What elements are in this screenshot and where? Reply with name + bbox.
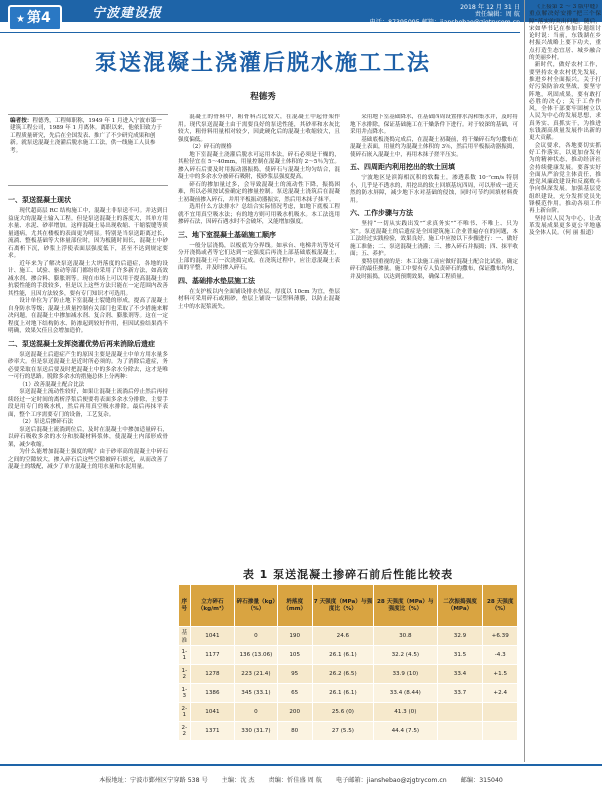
- table-cell: 345 (33.1): [235, 684, 278, 703]
- table-cell: 33.7: [437, 684, 483, 703]
- table-cell: +1.5: [483, 665, 518, 684]
- header-divider: [0, 32, 520, 33]
- section-heading: 三、地下室混凝土基础施工顺序: [178, 230, 276, 239]
- table-cell: 2-1: [179, 703, 191, 722]
- table-cell: 190: [277, 627, 312, 646]
- paragraph: 地下室混凝土浇灌后脱水可运用本法，碎石必须是干燥的，其粒径宜在 5～40mm，用量控制在混凝土体积的 2～5％为宜。掺入碎石后要及时用振动器振捣，使碎石与混凝土均匀结合，混凝土中的多余水分被碎石吸附，使砂浆层强度提高。: [178, 151, 340, 180]
- table-header-cell: 二次振捣强度（MPa）: [437, 585, 483, 627]
- table-cell: 136 (13.06): [235, 646, 278, 665]
- paragraph: 采用地下室基础降水，在基础四周设置排水沟和集水井，及时将地下水排除，保证基础施工在干燥条件下进行。对于较深的基础，可采用井点降水。: [350, 114, 518, 135]
- table-cell: 105: [277, 646, 312, 665]
- section-heading: 四、基础排水垫层施工法: [178, 276, 255, 285]
- table-cell: 31.5: [437, 646, 483, 665]
- table-cell: 33.4 (8.44): [374, 684, 438, 703]
- editor-line: 责任编辑：周 航: [474, 11, 520, 19]
- paragraph: （1）改善混凝土配合比法: [19, 381, 85, 388]
- table-cell: 1386: [190, 684, 234, 703]
- header-info: [290, 4, 520, 26]
- page-label: 第4版: [16, 10, 51, 50]
- table-cell: 200: [277, 703, 312, 722]
- comparison-table-block: [178, 566, 518, 762]
- table-cell: [483, 722, 518, 741]
- paragraph: 新时代，做好农村工作，要坚持农业农村优先发展，推进乡村全面振兴。关于打好污染防治攻坚战，要坚守阵地，巩固成果，要有敢打必胜的决心；关于工作作风，全体干部要牢固树立以人民为中心的发展思想，求真务实、真抓实干，为推进东钱湖高质量发展作出新的更大贡献。: [529, 62, 601, 142]
- section-heading: 二、泵送混凝土发挥浇灌优势后再来消除后遗症: [8, 339, 155, 348]
- table-header-row: [179, 585, 518, 627]
- date-line: 2018 年 12 月 31 日: [460, 4, 520, 11]
- table-header-cell: 立方碎石（kg/m³）: [190, 585, 234, 627]
- table-cell: 95: [277, 665, 312, 684]
- star-icon: ★: [16, 14, 25, 25]
- editor-note: [8, 114, 168, 186]
- table-cell: 80: [277, 722, 312, 741]
- table-cell: 1-2: [179, 665, 191, 684]
- table-cell: 65: [277, 684, 312, 703]
- paragraph: 泵送混凝土流动性较好，如果让混凝土流淌后停止然后再持续经过一定时间的离析浮浆后便要将表面多余水分排除，主要手段是用专门的吸水机，然后再用真空吸水排除。最后再抹平表面，整个工序需要专门的设备，工艺复杂。: [8, 389, 168, 418]
- table-header-cell: 7 天强度（MPa）与强度比（%）: [312, 585, 373, 627]
- table-row: [179, 665, 518, 684]
- column-3: [350, 114, 518, 562]
- paragraph: （2）泵送后掺碎石法: [19, 419, 74, 425]
- table-cell: 26.2 (6.5): [312, 665, 373, 684]
- table-cell: 32.9: [437, 627, 483, 646]
- section-heading: 一、泵送混凝土现状: [8, 196, 71, 204]
- paragraph: 会议要求，各地要切实抓好工作落实，以更加奋发有为的精神状态，推动经济社会持续健康发展。要落实好全面从严治党主体责任，推进党风廉政建设和反腐败斗争向纵深发展。加强基层党组织建设，充分发挥党员先锋模范作用。推动各项工作再上新台阶。: [529, 142, 601, 215]
- table-cell: -4.3: [483, 646, 518, 665]
- table-cell: 0: [235, 627, 278, 646]
- table-cell: 44.4 (7.5): [374, 722, 438, 741]
- table-cell: 1371: [190, 722, 234, 741]
- paragraph: 要特别重视的是：本工法施工前应做好混凝土配合比试验，确定碎石的最佳掺量。施工中要有专人负责碎石的撒布，保证撒布均匀，并及时振捣，以达到预期效果，确保工程质量。: [350, 258, 518, 280]
- table-cell: 26.1 (6.1): [312, 646, 373, 665]
- paragraph: 混凝土的骨料中，粗骨料占比较大，在混凝土中起骨架作用。现代泵送混凝土由于需要良好的泵送性能，其砂率和水灰比较大，粗骨料用量相对较少，因此硬化后的混凝土收缩较大，且强度偏低。: [178, 114, 340, 143]
- section-heading: 六、工作步骤与方法: [350, 209, 413, 217]
- table-cell: [437, 722, 483, 741]
- table-cell: 1177: [190, 646, 234, 665]
- table-cell: 26.1 (6.1): [312, 684, 373, 703]
- table-header-cell: 碎石掺量（kg）（%）: [235, 585, 278, 627]
- article-title: 泵送混凝土浇灌后脱水施工工法: [94, 51, 431, 76]
- page-number-tab: [8, 5, 62, 50]
- table-row: [179, 703, 518, 722]
- page-header: [0, 0, 602, 50]
- footer-postcode: 邮编：315040: [460, 777, 503, 784]
- table-cell: 25.6 (0): [312, 703, 373, 722]
- masthead: 宁波建设报: [92, 6, 163, 21]
- table-title: 表 1 泵送混凝土掺碎石前后性能比较表: [242, 568, 454, 581]
- paragraph: 坚持以人民为中心，让改革发展成果更多更公平地惠及全体人民。（何 丽 报道）: [529, 215, 601, 237]
- paragraph: 泵送后混凝土流淌到位后，及时在混凝土中掺加适量碎石，以碎石吸收多余的水分和胶凝材料浆体，使混凝土内部形成骨架，减少收缩。: [8, 426, 168, 448]
- table-cell: 1041: [190, 627, 234, 646]
- table-row: [179, 684, 518, 703]
- paragraph: 现代超高层 RC 结构施工中，混凝土非泵送不可。并达到日益庞大的混凝土输入工程。但是泵送混凝土的落度大，其单方用水量、水泥、砂率增加。这样混凝土易出现收缩、干缩裂缝等质量通病，尤其在楼板的表面更为明显。特别是当泵送距离过长，流淌、整板基础等大体量部位时，因为板随时间长，混凝土中砂石离析下沉，砂浆上浮使表面层强度低下，甚至不达到规定要求。: [8, 208, 168, 259]
- table-cell: 330 (31.7): [235, 722, 278, 741]
- table-cell: 1-3: [179, 684, 191, 703]
- table-cell: 33.9 (10): [374, 665, 438, 684]
- table-cell: 2-2: [179, 722, 191, 741]
- editor-note-label: 编者按：: [10, 118, 33, 124]
- table-cell: 24.6: [312, 627, 373, 646]
- phone-line: 电话：87395095 邮箱：jianshebao@zjgtrycom.cn: [369, 18, 520, 26]
- footer-email: 电子邮箱：jianshebao@zjgtrycom.cn: [335, 777, 447, 784]
- editor-note-text: 程德秀，工程师职称，1949 年 1 月进入宁波市第一建筑工程公司，1989 年 1 月离休。离职以来，他依旧致力于工程质量研究，先后在全国发表、推广了不少研究成果和创新。就泵送混凝土浇灌后脱水施工工法，供一线施工人员参考。: [10, 118, 162, 154]
- paragraph: 基础底板浇捣完成后，在混凝土初凝前，将干燥碎石均匀撒布在混凝土表面，用量约为混凝土体积的 3％，然后用平板振动器振捣，使碎石嵌入混凝土中，再用木抹子搓平压实。: [350, 136, 518, 158]
- paragraph: 宁波地区是滨海相沉积的软黏土，渗透系数 10⁻⁷cm/s 特别小，几乎是不透水的，用挖出的软土回填基坑四周，可以形成一道天然的防水屏障，减少地下水对基础的侵蚀，同时可节约回填材料费用。: [350, 175, 518, 204]
- table-header-cell: 28 天强度（%）: [483, 585, 518, 627]
- table-cell: 33.4: [437, 665, 483, 684]
- paragraph: 碎石的掺加量过多，会导致混凝土的流动性下降，振捣困难，所以必须按试验确定的掺量控制。泵送混凝土浇筑后在混凝土初凝前掺入碎石，并用平板振动器振实，然后用木抹子抹平。: [178, 181, 340, 203]
- article: [8, 34, 518, 762]
- table-cell: [483, 703, 518, 722]
- article-author: 程德秀: [250, 92, 276, 102]
- comparison-table: [178, 584, 518, 741]
- paragraph: 为什么能增加混凝土强度的呢？由于砂率高的混凝土中碎石之间的空隙较大，掺入碎石后这些空隙被碎石填充，从而改善了混凝土的级配，减少了单方混凝土的用水量和水泥用量。: [8, 449, 168, 470]
- footer-address: 本报地址：宁波市鄞州区宁穿路 538 号: [99, 777, 208, 784]
- table-cell: 30.8: [374, 627, 438, 646]
- table-header-cell: 坍落度（mm）: [277, 585, 312, 627]
- table-cell: 1278: [190, 665, 234, 684]
- table-header-cell: 序号: [179, 585, 191, 627]
- paragraph: 近年来为了解决泵送混凝土大坍落度的后遗症，各地的设计、施工、试验、驱动等部门都纷纷采用了许多新方法，如高效减水剂、掺合料、膨胀剂等。现在市场上可以用于提高混凝土的抗裂性能的手段较多，但是以上这些方法只能在一定范围内改善其性能，且因方法较多，要有专门知识才可选用。: [8, 260, 168, 297]
- table-cell: 41.3 (0): [374, 703, 438, 722]
- paragraph: 选用什么方法排水？总结合实际情况考虑，如地下底板工程就不宜用真空吸水法；有的地方则可用吸水机吸水。本工法选用掺碎石法，因碎石遇水时不会破坏，又能增加强度。: [178, 204, 340, 225]
- paragraph: 设计单位为了防止地下室混凝土裂缝的形成，提高了混凝土自身防水等级；混凝土质量控制有关部门也采取了不少措施来解决问题，在混凝土中掺加减水剂、复合剂、膨胀剂等。这在一定程度上对地下结构防水、防渗起到较好作用，但因试验结果尚不明确，效果欠佳且会增加造价。: [8, 298, 168, 334]
- table-cell: 基准: [179, 627, 191, 646]
- table-cell: 27 (5.5): [312, 722, 373, 741]
- page-footer: [0, 764, 602, 800]
- table-cell: [437, 703, 483, 722]
- paragraph: 坚持“一切从实践出发”“求真务实”“不唯书、不唯上、只为实”。泵送混凝土的后遗症是全国建筑施工企业普遍存在的问题，本工法经过实践检验，效果良好。施工中应按以下步骤进行：一、做好施工准备；二、泵送混凝土浇灌；三、掺入碎石并振捣；四、抹平收面；五、养护。: [350, 221, 518, 257]
- section-heading: 五、四周距内利用挖出的软土回填: [350, 163, 455, 171]
- sidebar-column: [524, 0, 602, 762]
- table-cell: 223 (21.4): [235, 665, 278, 684]
- table-cell: 32.2 (4.5): [374, 646, 438, 665]
- footer-reviewer: 责编：忻佳盛 周 航: [268, 777, 322, 784]
- paragraph: 在支护板以内全面铺设排水垫层，厚度以 10cm 为宜，垫层材料可采用碎石或粗砂，垫层上铺设一层塑料薄膜，以防止混凝土中的水泥浆流失。: [178, 288, 340, 310]
- paragraph: （2）碎石的规格: [189, 144, 232, 150]
- table-row: [179, 722, 518, 741]
- paragraph: 泵送混凝土后遗症产生的原因主要是混凝土中单方用水量多砂率大。但是泵送混凝土是近时所必须的。为了消除后遗症，务必要采取在泵送后要及时把混凝土中的多余水分除去，这才是唯一可行的思路。脱除多余水的措施总体上分两种：: [8, 351, 168, 380]
- table-cell: 1-1: [179, 646, 191, 665]
- table-row: [179, 627, 518, 646]
- sidebar-text: [529, 4, 601, 756]
- column-1: [8, 192, 168, 762]
- table-header-cell: 28 天强度（MPa）与强度比（%）: [374, 585, 438, 627]
- table-cell: +6.39: [483, 627, 518, 646]
- table-cell: 1041: [190, 703, 234, 722]
- footer-editor-chief: 主编：沈 杰: [221, 777, 255, 784]
- column-2: [178, 114, 340, 562]
- table-cell: +2.4: [483, 684, 518, 703]
- paragraph: 《上接第 2 ～ 3 版中缝》重点解决好安排“把三个保障”落实的突出问题。随后，宋如华书记在参加专题组讨论时说：当前，东钱湖在乡村振兴战略上要下功夫，重点打造生态宜居、城乡融合的美丽乡村。: [529, 4, 601, 62]
- table-row: [179, 646, 518, 665]
- table-cell: 0: [235, 703, 278, 722]
- paragraph: 一般分层浇捣，以板底为分界线。如承台、电梯井坑等处可分开浇捣或者等它们达到一定强度后再浇上部基础底板混凝土，上部的混凝土可一次浇捣完成。在浇筑过程中，应注意混凝土表面的平整，并及时掺入碎石。: [178, 242, 340, 271]
